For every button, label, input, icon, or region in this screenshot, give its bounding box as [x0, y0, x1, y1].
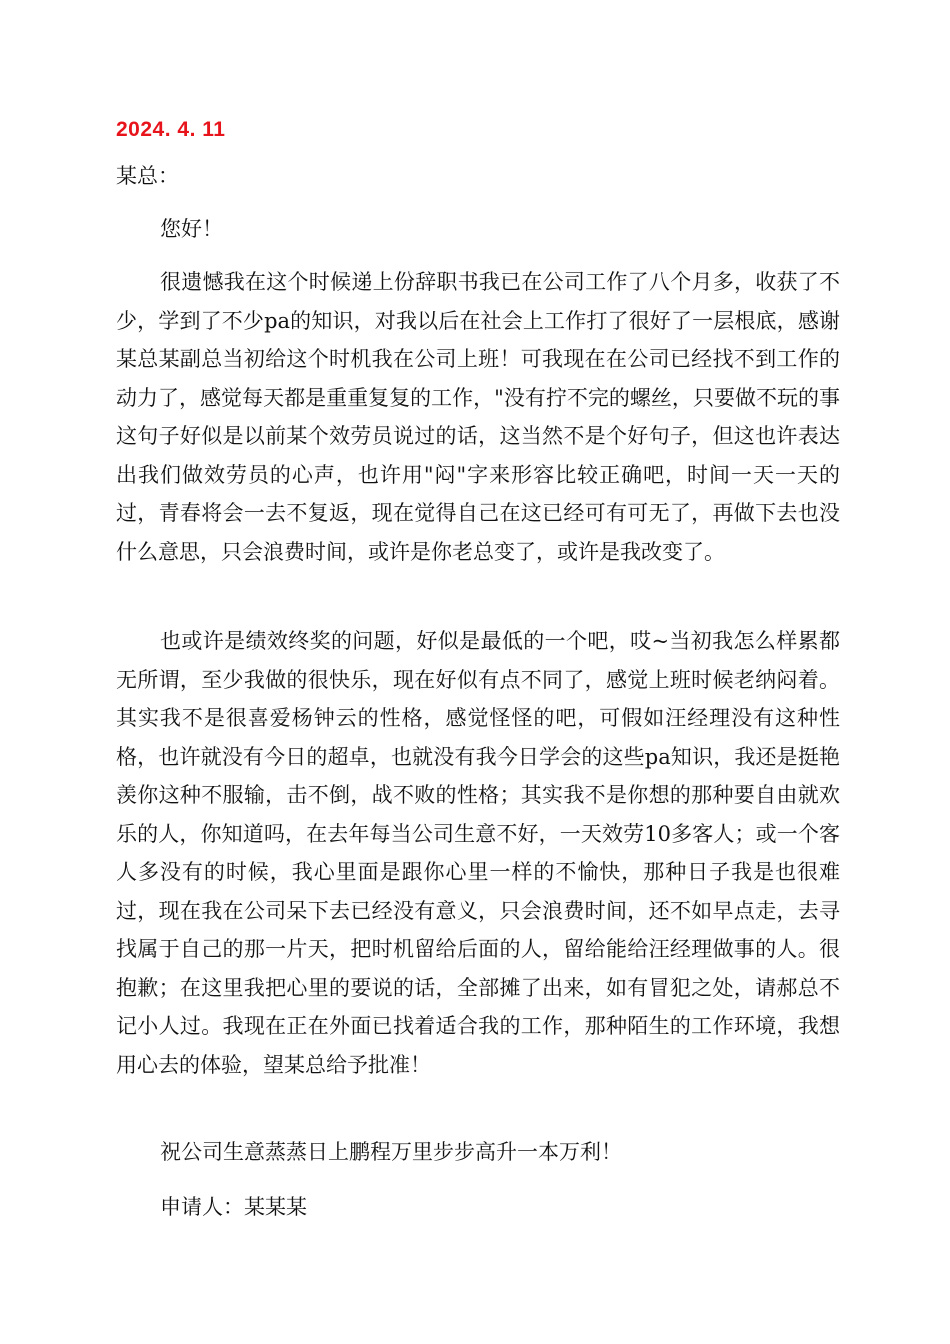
- greeting: 您好！: [160, 217, 223, 241]
- body-paragraph-2: 也或许是绩效终奖的问题，好似是最低的一个吧，哎~当初我怎么样累都无所谓，至少我做的很快乐，现在好似有点不同了，感觉上班时候老纳闷着。其实我不是很喜爱杨钟云的性格，感觉怪怪的吧，可假如汪经理没有这种性格，也许就没有今日的超卓，也就没有我今日学会的这些pa知识，我还是挺艳羡你这种不服输，击不倒，战不败的性格；其实我不是你想的那种要自由就欢乐的人，你知道吗，在去年每当公司生意不好，一天效劳10多客人；或一个客人多没有的时候，我心里面是跟你心里一样的不愉快，那种日子我是也很难过，现在我在公司呆下去已经没有意义，只会浪费时间，还不如早点走，去寻找属于自己的那一片天，把时机留给后面的人，留给能给汪经理做事的人。很抱歉；在这里我把心里的要说的话，全部摊了出来，如有冒犯之处，请郝总不记小人过。我现在正在外面已找着适合我的工作，那种陌生的工作环境，我想用心去的体验，望某总给予批准！: [116, 629, 840, 1077]
- closing-wish: 祝公司生意蒸蒸日上鹏程万里步步高升一本万利！: [160, 1140, 622, 1164]
- letter-date: 2024. 4. 11: [116, 118, 226, 141]
- salutation: 某总：: [116, 164, 179, 188]
- applicant-signature: 申请人：某某某: [160, 1195, 307, 1219]
- body-paragraph-1: 很遗憾我在这个时候递上份辞职书我已在公司工作了八个月多，收获了不少，学到了不少pa的知识，对我以后在社会上工作打了很好了一层根底，感谢某总某副总当初给这个时机我在公司上班！可我现在在公司已经找不到工作的动力了，感觉每天都是重重复复的工作，"没有拧不完的螺丝，只要做不玩的事这句子好似是以前某个效劳员说过的话，这当然不是个好句子，但这也许表达出我们做效劳员的心声，也许用"闷"字来形容比较正确吧，时间一天一天的过，青春将会一去不复返，现在觉得自己在这已经可有可无了，再做下去也没什么意思，只会浪费时间，或许是你老总变了，或许是我改变了。: [116, 270, 840, 564]
